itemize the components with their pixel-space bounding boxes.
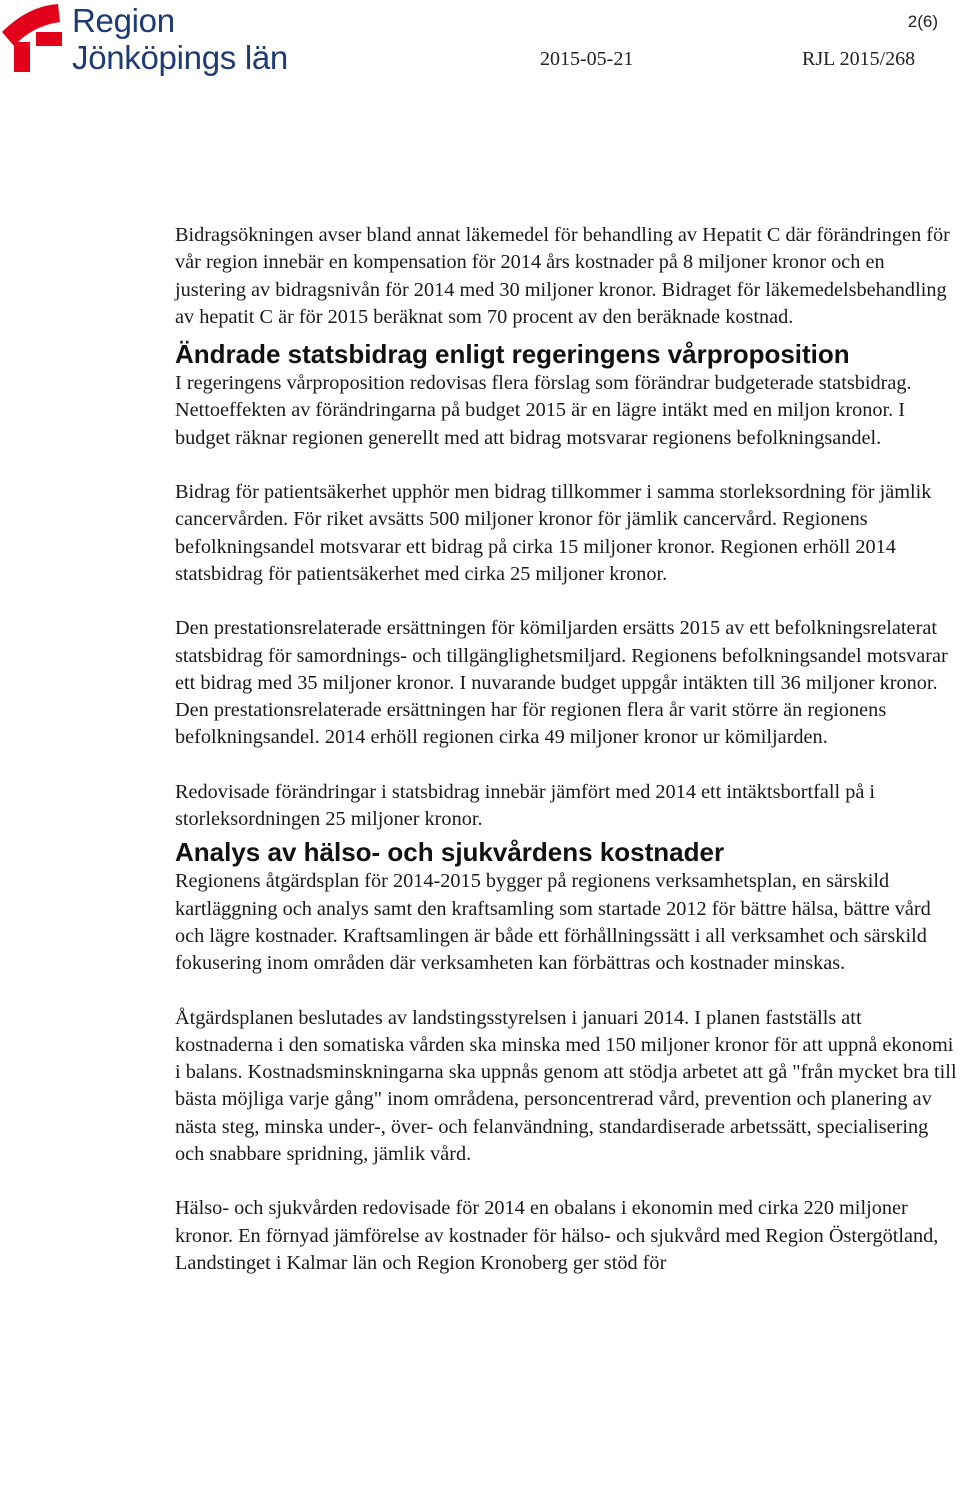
heading-analys: Analys av hälso- och sjukvårdens kostnader: [175, 837, 725, 868]
page-number: 2(6): [907, 12, 938, 31]
paragraph-varproposition: I regeringens vårproposition redovisas flera förslag som förändrar budgeterade statsbidrag. Nettoeffekten av förändringarna på budget 2015 är en lägre intäkt med en miljon kronor. I budget räknar regionen generellt med att bidrag motsvarar regionens befolkningsandel.: [175, 372, 912, 449]
region-logo-text: [72, 2, 288, 76]
document-body: [175, 222, 957, 1304]
document-reference: RJL 2015/268: [802, 48, 916, 70]
paragraph-hepatit: Bidragsökningen avser bland annat läkemedel för behandling av Hepatit C där förändringen för vår region innebär en kompensation för 2014 års kostnader på 8 miljoner kronor och en justering av bidragsnivån för 2014 med 30 miljoner kronor. Bidraget för läkemedelsbehandling av hepatit C är för 2015 beräknat som 70 procent av den beräknade kostnad.: [175, 224, 950, 328]
logo-line-region: Region: [72, 2, 175, 39]
paragraph-obalans: Hälso- och sjukvården redovisade för 2014 en obalans i ekonomin med cirka 220 miljoner kronor. En förnyad jämförelse av kostnader för hälso- och sjukvård med Region Östergötland, Landstinget i Kalmar län och Region Kronoberg ger stöd för: [175, 1197, 939, 1274]
region-logo-icon: [0, 2, 64, 72]
logo-line-county: Jönköpings län: [72, 39, 288, 76]
heading-statsbidrag: Ändrade statsbidrag enligt regeringens vårproposition: [175, 339, 850, 370]
paragraph-kostnadsminskning: Åtgärdsplanen beslutades av landstingsstyrelsen i januari 2014. I planen fastställs att kostnaderna i den somatiska vården ska minska med 150 miljoner kronor för att uppnå ekonomi i balans. Kostnadsminskningarna ska uppnås genom att stödja arbetet att gå "från mycket bra till bästa möjliga varje gång" inom områdena, personcentrerad vård, prevention och planering av nästa steg, minska under-, över- och felanvändning, standardiserade arbetssätt, specialisering och snabbare spridning, jämlik vård.: [175, 1006, 957, 1166]
paragraph-atgardsplan: Regionens åtgärdsplan för 2014-2015 bygger på regionens verksamhetsplan, en särskild kartläggning och analys samt den kraftsamling som startade 2012 för bättre hälsa, bättre vård och lägre kostnader. Kraftsamlingen är både ett förhållningssätt i all verksamhet och särskild fokusering inom områden där verksamheten kan förbättras och kostnader minskas.: [175, 870, 931, 975]
document-date: 2015-05-21: [540, 48, 634, 70]
paragraph-intaktsbortfall: Redovisade förändringar i statsbidrag innebär jämfört med 2014 ett intäktsbortfall på i storleksordningen 25 miljoner kronor.: [175, 780, 876, 831]
paragraph-patientsakerhet: Bidrag för patientsäkerhet upphör men bidrag tillkommer i samma storleksordning för jämlik cancervården. För riket avsätts 500 miljoner kronor för jämlik cancervård. Regionens befolkningsandel motsvarar ett bidrag på cirka 15 miljoner kronor. Regionen erhöll 2014 statsbidrag för patientsäkerhet med cirka 25 miljoner kronor.: [175, 481, 932, 585]
page-header: [0, 0, 960, 80]
paragraph-komiljarden: Den prestationsrelaterade ersättningen för kömiljarden ersätts 2015 av ett befolkningsrelaterat statsbidrag för samordnings- och tillgänglighetsmiljard. Regionens befolkningsandel motsvarar ett bidrag med 35 miljoner kronor. I nuvarande budget uppgår intäkten till 36 miljoner kronor. Den prestationsrelaterade ersättningen har för regionen flera år varit större än regionens befolkningsandel. 2014 erhöll regionen cirka 49 miljoner kronor ur kömiljarden.: [175, 617, 948, 749]
